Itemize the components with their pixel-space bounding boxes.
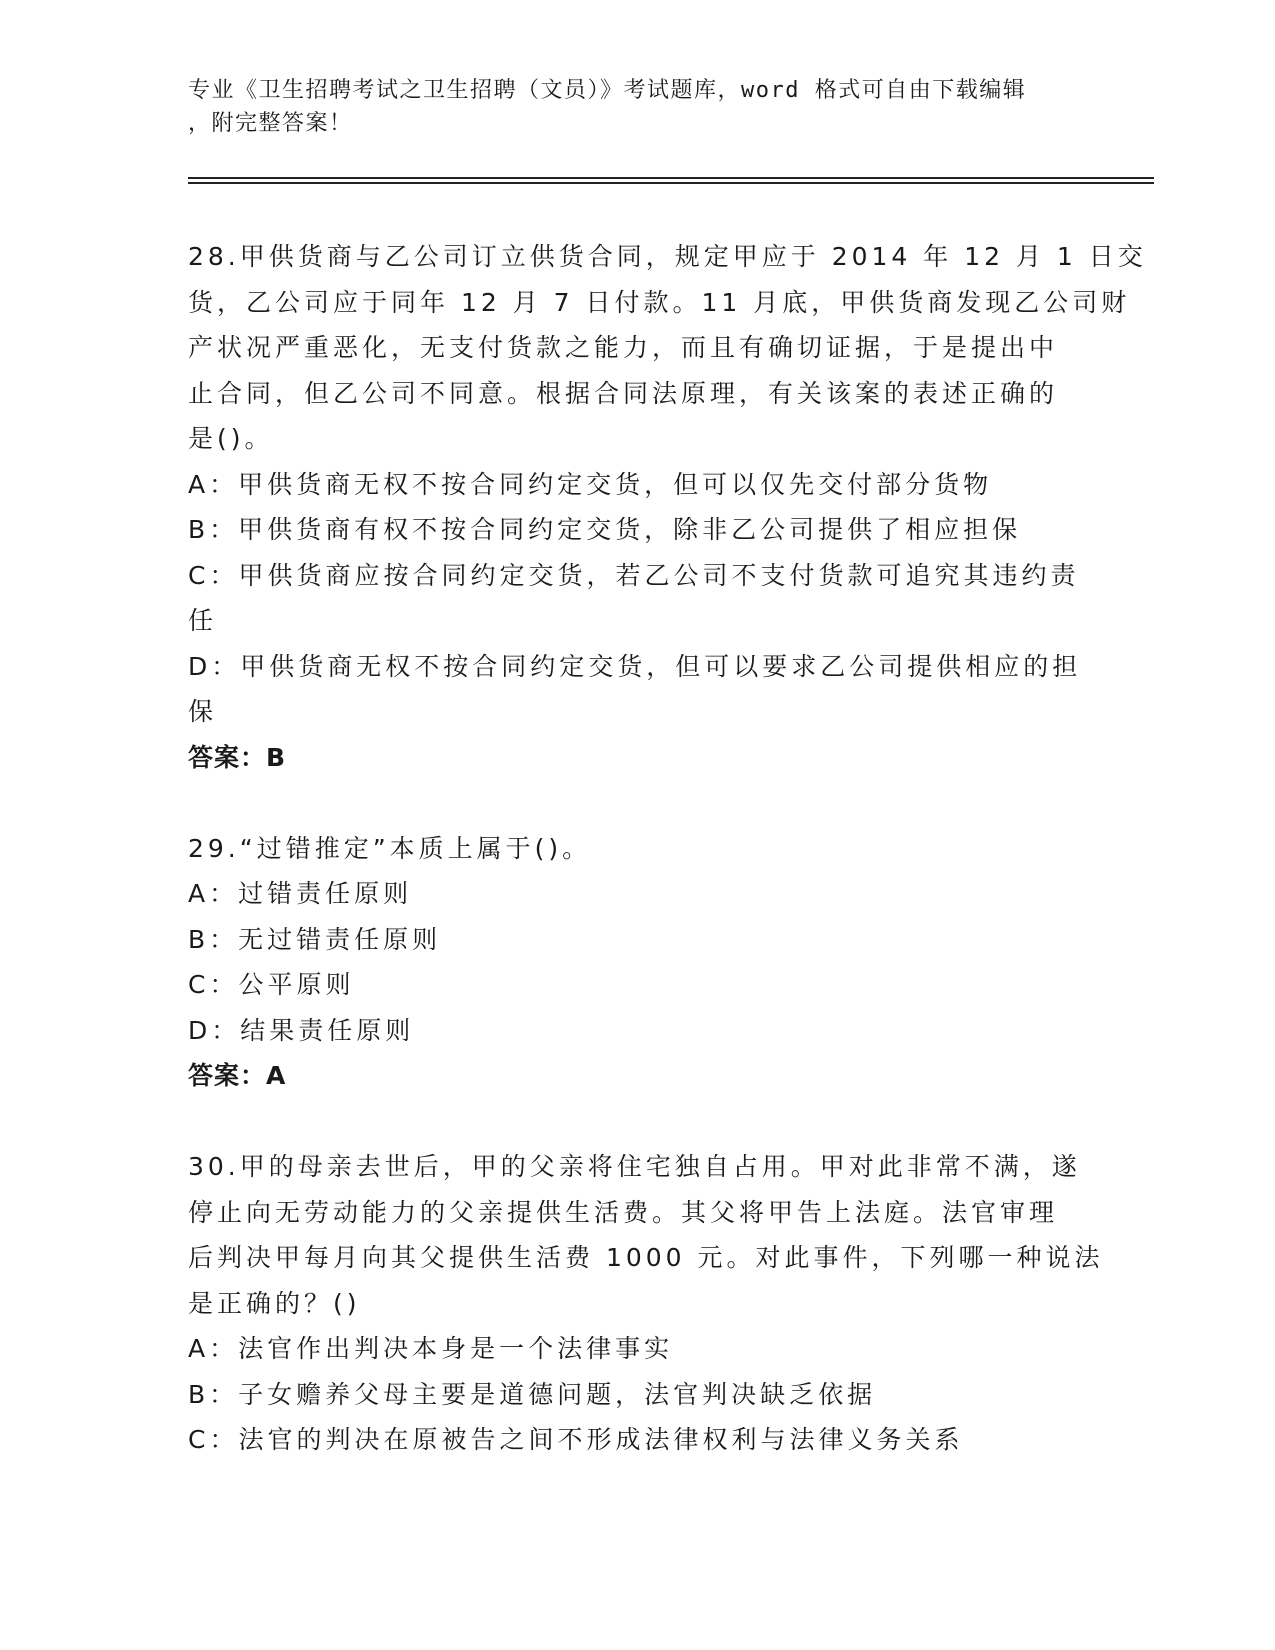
answer-label: 答案：A [188, 1061, 287, 1090]
question-spacer [188, 1099, 1088, 1145]
question-29 [188, 826, 1088, 1099]
option-d-continued: 保 [188, 697, 218, 726]
option-c: C：公平原则 [188, 970, 355, 999]
option-a: A：甲供货商无权不按合同约定交货，但可以仅先交付部分货物 [188, 469, 993, 499]
question-stem-line: 是正确的？() [188, 1288, 361, 1318]
option-b: B：无过错责任原则 [188, 924, 442, 954]
question-stem-line: 是()。 [188, 424, 274, 453]
question-list [188, 234, 1147, 1463]
option-c: C：甲供货商应按合同约定交货，若乙公司不支付货款可追究其违约责 [188, 560, 1080, 590]
option-b: B：子女赡养父母主要是道德问题，法官判决缺乏依据 [188, 1379, 877, 1409]
question-stem-line: 29.“过错推定”本质上属于()。 [188, 833, 592, 863]
question-stem-line: 停止向无劳动能力的父亲提供生活费。其父将甲告上法庭。法官审理 [188, 1197, 1059, 1227]
header-divider-bottom [188, 182, 1154, 184]
document-header [188, 74, 1088, 140]
question-stem-line: 30.甲的母亲去世后，甲的父亲将住宅独自占用。甲对此非常不满，遂 [188, 1152, 1081, 1181]
question-28 [188, 234, 1147, 780]
answer-label: 答案：B [188, 742, 287, 772]
option-b: B：甲供货商有权不按合同约定交货，除非乙公司提供了相应担保 [188, 515, 1022, 544]
option-c: C：法官的判决在原被告之间不形成法律权利与法律义务关系 [188, 1425, 964, 1454]
option-a: A：过错责任原则 [188, 879, 413, 908]
question-30 [188, 1144, 1104, 1463]
header-divider-top [188, 177, 1154, 179]
header-line-2: ，附完整答案！ [188, 111, 353, 136]
question-stem-line: 28.甲供货商与乙公司订立供货合同，规定甲应于 2014 年 12 月 1 日交 [188, 242, 1147, 271]
question-spacer [188, 780, 1088, 826]
question-stem-line: 后判决甲每月向其父提供生活费 1000 元。对此事件，下列哪一种说法 [188, 1243, 1104, 1272]
question-stem-line: 止合同，但乙公司不同意。根据合同法原理，有关该案的表述正确的 [188, 378, 1059, 408]
option-a: A：法官作出判决本身是一个法律事实 [188, 1334, 674, 1363]
option-d: D：甲供货商无权不按合同约定交货，但可以要求乙公司提供相应的担 [188, 651, 1082, 681]
question-stem-line: 产状况严重恶化，无支付货款之能力，而且有确切证据，于是提出中 [188, 333, 1059, 362]
question-stem-line: 货，乙公司应于同年 12 月 7 日付款。11 月底，甲供货商发现乙公司财 [188, 287, 1131, 317]
header-line-1: 专业《卫生招聘考试之卫生招聘（文员）》考试题库，word 格式可自由下载编辑 [188, 78, 1027, 103]
option-d: D：结果责任原则 [188, 1015, 415, 1045]
option-c-continued: 任 [188, 606, 218, 635]
